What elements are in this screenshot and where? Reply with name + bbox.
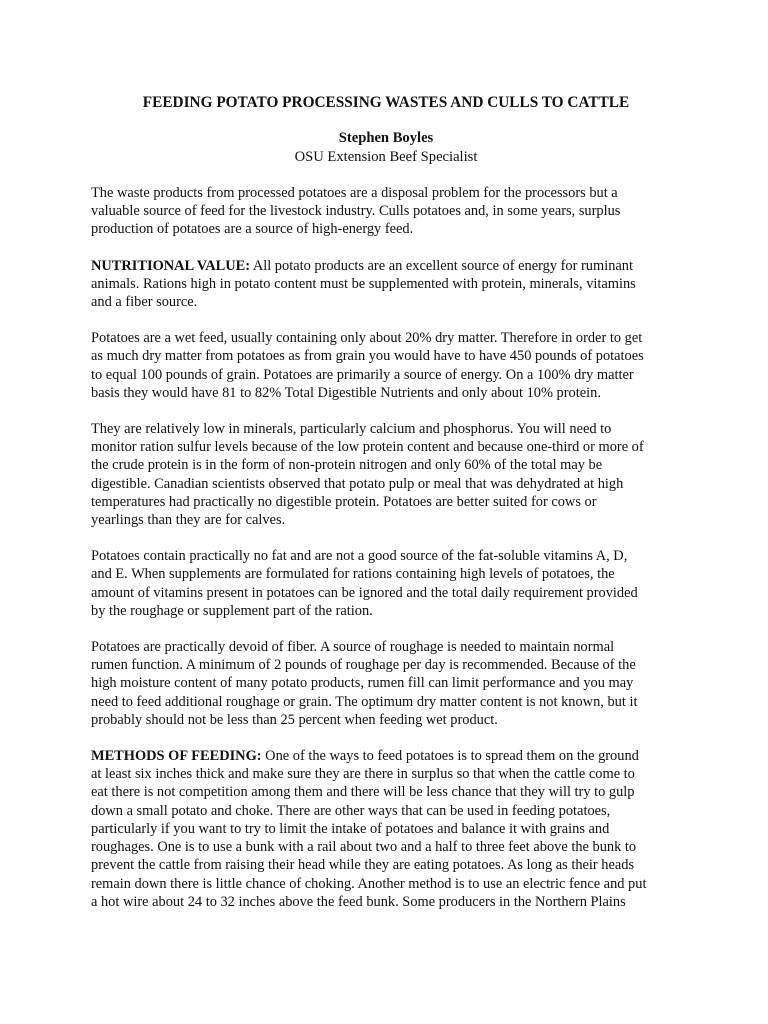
paragraph-nutritional-value <box>91 257 681 312</box>
author-affiliation: OSU Extension Beef Specialist <box>294 149 478 165</box>
text-line: amount of vitamins present in potatoes can be ignored and the total daily requirement provided <box>91 584 638 601</box>
section-heading-nutritional-value: NUTRITIONAL VALUE: <box>91 257 251 274</box>
text-line: probably should not be less than 25 percent when feeding wet product. <box>91 711 498 728</box>
text-line: They are relatively low in minerals, particularly calcium and phosphorus. You will need to <box>91 421 612 438</box>
text-line <box>91 257 681 275</box>
text-line: basis they would have 81 to 82% Total Digestible Nutrients and only about 10% protein. <box>91 384 601 401</box>
text-line: down a small potato and choke. There are other ways that can be used in feeding potatoes, <box>91 802 611 819</box>
text-line: high moisture content of many potato products, rumen fill can limit performance and you may <box>91 675 634 692</box>
text-line: a hot wire about 24 to 32 inches above the feed bunk. Some producers in the Northern Plains <box>91 893 626 910</box>
document-body <box>91 92 681 911</box>
text-line: temperatures had practically no digestible protein. Potatoes are better suited for cows or <box>91 493 597 510</box>
paragraph-fiber <box>91 638 681 729</box>
text-line: by the roughage or supplement part of the ration. <box>91 602 373 619</box>
text-line: Potatoes are practically devoid of fiber. A source of roughage is needed to maintain normal <box>91 639 615 656</box>
paragraph-dry-matter <box>91 329 681 402</box>
text-line: Potatoes are a wet feed, usually containing only about 20% dry matter. Therefore in order to get <box>91 330 643 347</box>
paragraph-intro <box>91 184 681 239</box>
text-line: to equal 100 pounds of grain. Potatoes are primarily a source of energy. On a 100% dry matter <box>91 366 634 383</box>
text-line: and E. When supplements are formulated for rations containing high levels of potatoes, the <box>91 566 615 583</box>
text-line: prevent the cattle from raising their head while they are eating potatoes. As long as their heads <box>91 857 635 874</box>
text-line <box>91 747 681 765</box>
text-line: valuable source of feed for the livestock industry. Culls potatoes and, in some years, surplus <box>91 203 621 220</box>
paragraph-methods-of-feeding <box>91 747 681 911</box>
text-line: digestible. Canadian scientists observed that potato pulp or meal that was dehydrated at high <box>91 475 624 492</box>
text-line: as much dry matter from potatoes as from grain you would have to have 450 pounds of potatoes <box>91 348 644 365</box>
text-line: need to feed additional roughage or grain. The optimum dry matter content is not known, but it <box>91 693 638 710</box>
paragraph-vitamins <box>91 547 681 620</box>
text-line: roughages. One is to use a bunk with a rail about two and a half to three feet above the bunk to <box>91 839 637 856</box>
text-run: All potato products are an excellent source of energy for ruminant <box>250 257 633 274</box>
text-line: eat there is not competition among them and there will be less chance that they will try to gulp <box>91 784 635 801</box>
text-line: monitor ration sulfur levels because of the low protein content and because one-third or more of <box>91 439 644 456</box>
text-line: and a fiber source. <box>91 294 198 311</box>
paragraph-minerals <box>91 420 681 529</box>
text-line: animals. Rations high in potato content must be supplemented with protein, minerals, vitamins <box>91 275 636 292</box>
text-line: particularly if you want to try to limit the intake of potatoes and balance it with grains and <box>91 820 610 837</box>
text-line: the crude protein is in the form of non-protein nitrogen and only 60% of the total may be <box>91 457 603 474</box>
text-line: The waste products from processed potatoes are a disposal problem for the processors but a <box>91 185 618 201</box>
author-name: Stephen Boyles <box>338 130 434 146</box>
document-title: FEEDING POTATO PROCESSING WASTES AND CULLS TO CATTLE <box>142 94 630 111</box>
text-line: rumen function. A minimum of 2 pounds of roughage per day is recommended. Because of the <box>91 657 636 674</box>
text-line: production of potatoes are a source of high-energy feed. <box>91 221 414 238</box>
section-heading-methods-of-feeding: METHODS OF FEEDING: <box>91 748 262 765</box>
text-line: remain down there is little chance of choking. Another method is to use an electric fence and put <box>91 875 647 892</box>
text-line: yearlings than they are for calves. <box>91 512 286 529</box>
text-run: One of the ways to feed potatoes is to spread them on the ground <box>261 748 639 765</box>
text-line: Potatoes contain practically no fat and are not a good source of the fat-soluble vitamins A, D, <box>91 548 628 565</box>
paragraph-list <box>91 184 681 911</box>
text-line: at least six inches thick and make sure they are there in surplus so that when the cattle come to <box>91 766 635 783</box>
